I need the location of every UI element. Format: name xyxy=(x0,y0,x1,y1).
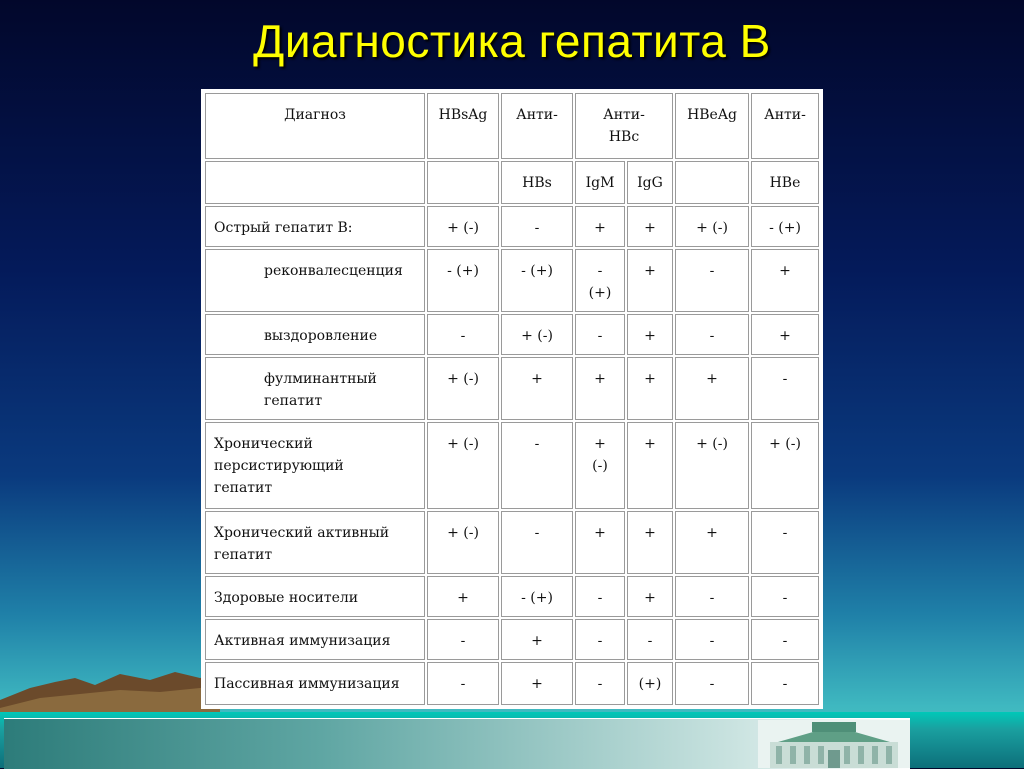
table-row xyxy=(205,619,819,660)
table-row xyxy=(205,314,819,355)
marker-cell: - xyxy=(675,576,749,617)
marker-cell: + xyxy=(627,576,673,617)
marker-cell: - (+) xyxy=(575,249,625,313)
diagnosis-cell: Активная иммунизация xyxy=(205,619,425,660)
marker-cell: (+) xyxy=(627,662,673,705)
slide-title: Диагностика гепатита В xyxy=(253,15,771,67)
marker-cell: + (-) xyxy=(675,422,749,508)
table-row xyxy=(205,662,819,705)
table-row xyxy=(205,206,819,247)
table-row xyxy=(205,357,819,421)
header-cell: Анти- xyxy=(751,93,819,159)
marker-cell: + xyxy=(751,314,819,355)
header-cell: IgM xyxy=(575,161,625,204)
mountains-illustration xyxy=(0,660,220,720)
marker-cell: + xyxy=(627,249,673,313)
marker-cell: + (-) xyxy=(675,206,749,247)
marker-cell: + xyxy=(627,314,673,355)
header-cell-empty xyxy=(675,161,749,204)
marker-cell: - xyxy=(627,619,673,660)
marker-cell: + xyxy=(575,206,625,247)
marker-cell: + (-) xyxy=(427,511,499,575)
marker-cell: + xyxy=(627,206,673,247)
marker-cell: - (+) xyxy=(427,249,499,313)
diagnosis-cell: Хронический активный гепатит xyxy=(205,511,425,575)
marker-cell: - xyxy=(751,619,819,660)
marker-cell: - xyxy=(751,662,819,705)
marker-cell: + (-) xyxy=(427,357,499,421)
marker-cell: - xyxy=(751,357,819,421)
marker-cell: + xyxy=(501,357,573,421)
diagnosis-cell: Здоровые носители xyxy=(205,576,425,617)
marker-cell: - xyxy=(751,576,819,617)
diagnosis-cell: Пассивная иммунизация xyxy=(205,662,425,705)
marker-cell: - xyxy=(675,662,749,705)
marker-cell: - xyxy=(427,662,499,705)
header-cell: HBsAg xyxy=(427,93,499,159)
table-row xyxy=(205,576,819,617)
building-illustration xyxy=(758,720,910,768)
diagnosis-cell: фулминантный гепатит xyxy=(205,357,425,421)
marker-cell: + xyxy=(575,511,625,575)
marker-cell: + xyxy=(501,619,573,660)
diagnosis-cell: Острый гепатит В: xyxy=(205,206,425,247)
table-row xyxy=(205,422,819,508)
marker-cell: - xyxy=(427,619,499,660)
table-row xyxy=(205,511,819,575)
diagnostics-table-container xyxy=(201,89,823,709)
diagnosis-cell: выздоровление xyxy=(205,314,425,355)
diagnosis-cell: Хронический персистирующий гепатит xyxy=(205,422,425,508)
marker-cell: - xyxy=(501,422,573,508)
marker-cell: + xyxy=(575,357,625,421)
marker-cell: - xyxy=(675,619,749,660)
table-row xyxy=(205,249,819,313)
marker-cell: - xyxy=(675,314,749,355)
header-cell: HBe xyxy=(751,161,819,204)
header-row-1 xyxy=(205,93,819,159)
diagnostics-table xyxy=(203,91,821,707)
marker-cell: + xyxy=(501,662,573,705)
header-row-2 xyxy=(205,161,819,204)
marker-cell: + xyxy=(675,357,749,421)
marker-cell: + xyxy=(751,249,819,313)
header-cell-empty xyxy=(205,161,425,204)
header-cell: HBeAg xyxy=(675,93,749,159)
marker-cell: - (+) xyxy=(501,249,573,313)
header-cell: Диагноз xyxy=(205,93,425,159)
marker-cell: + (-) xyxy=(751,422,819,508)
marker-cell: - xyxy=(501,206,573,247)
header-cell: HBs xyxy=(501,161,573,204)
marker-cell: + (-) xyxy=(501,314,573,355)
marker-cell: - xyxy=(575,314,625,355)
marker-cell: - (+) xyxy=(501,576,573,617)
marker-cell: - xyxy=(427,314,499,355)
marker-cell: + (-) xyxy=(427,422,499,508)
header-cell: IgG xyxy=(627,161,673,204)
header-cell: Анти- xyxy=(501,93,573,159)
marker-cell: - xyxy=(575,662,625,705)
marker-cell: - xyxy=(675,249,749,313)
marker-cell: - xyxy=(751,511,819,575)
marker-cell: + xyxy=(627,511,673,575)
marker-cell: + (-) xyxy=(575,422,625,508)
marker-cell: + xyxy=(427,576,499,617)
marker-cell: + xyxy=(627,357,673,421)
marker-cell: + (-) xyxy=(427,206,499,247)
diagnosis-cell: реконвалесценция xyxy=(205,249,425,313)
marker-cell: + xyxy=(627,422,673,508)
marker-cell: - xyxy=(575,576,625,617)
marker-cell: - xyxy=(501,511,573,575)
marker-cell: - (+) xyxy=(751,206,819,247)
marker-cell: + xyxy=(675,511,749,575)
header-cell: Анти- HBc xyxy=(575,93,673,159)
marker-cell: - xyxy=(575,619,625,660)
header-cell-empty xyxy=(427,161,499,204)
